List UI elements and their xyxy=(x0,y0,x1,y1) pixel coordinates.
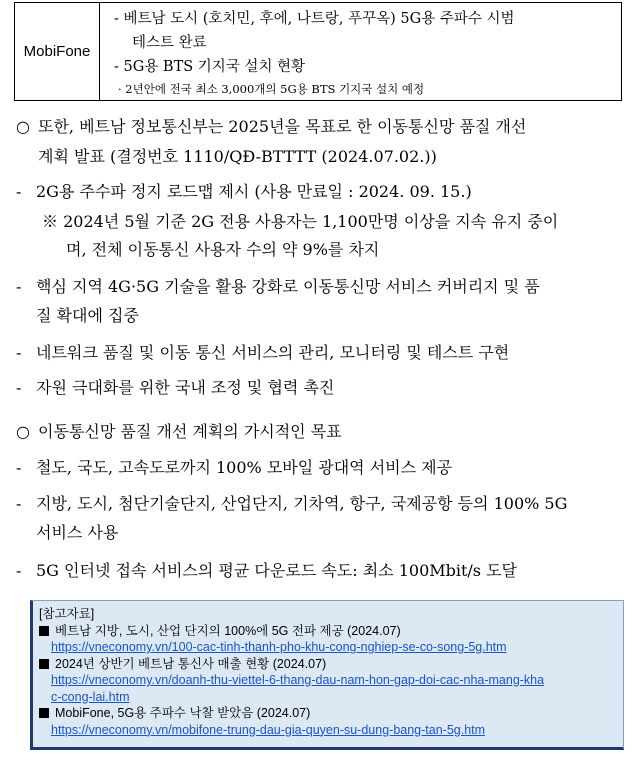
bullet-item xyxy=(16,454,640,482)
mobifone-table xyxy=(14,2,622,101)
bullet-text-cont: 질 확대에 집중 xyxy=(36,306,139,325)
section1-line2: 계획 발표 (결정번호 1110/QĐ-BTTTT (2024.07.02.)) xyxy=(38,147,437,166)
operator-details xyxy=(100,3,621,100)
dash-marker: - xyxy=(16,378,22,397)
detail-note: · 2년안에 전국 최소 3,000개의 5G용 BTS 기지국 설치 예정 xyxy=(118,82,425,96)
section1-line1: 또한, 베트남 정보통신부는 2025년을 목표로 한 이동통신망 품질 개선 xyxy=(38,117,527,136)
bullet-text: 핵심 지역 4G·5G 기술을 활용 강화로 이동통신망 서비스 커버리지 및 품 xyxy=(36,277,540,296)
dash-marker: - xyxy=(16,561,22,580)
note-item xyxy=(42,208,640,236)
detail-line: 테스트 완료 xyxy=(132,35,207,51)
square-bullet-icon xyxy=(39,659,49,669)
dash-marker: - xyxy=(16,182,22,201)
square-bullet-icon xyxy=(39,626,49,636)
bullet-text: 5G 인터넷 접속 서비스의 평균 다운로드 속도: 최소 100Mbit/s 도달 xyxy=(36,561,518,580)
section2-title: 이동통신망 품질 개선 계획의 가시적인 목표 xyxy=(38,422,342,441)
bullet-text: 지방, 도시, 첨단기술단지, 산업단지, 기차역, 항구, 국제공항 등의 100% 5G xyxy=(36,494,568,513)
section1-heading xyxy=(16,113,640,141)
bullet-item xyxy=(16,178,640,206)
bullet-item xyxy=(16,490,640,518)
reference-link[interactable]: https://vneconomy.vn/doanh-thu-viettel-6-thang-dau-nam-hon-gap-doi-cac-nha-mang-kha xyxy=(51,673,545,687)
bullet-item xyxy=(16,557,640,585)
dash-marker: - xyxy=(16,458,22,477)
dash-marker: - xyxy=(16,343,22,362)
reference-item xyxy=(39,656,623,673)
note-text-cont: 며, 전체 이동통신 사용자 수의 약 9%를 차지 xyxy=(66,240,380,259)
bullet-item xyxy=(16,273,640,301)
dash-marker: - xyxy=(16,494,22,513)
reference-title: 베트남 지방, 도시, 산업 단지의 100%에 5G 전파 제공 (2024.07) xyxy=(55,623,401,638)
bullet-text: 네트워크 품질 및 이동 통신 서비스의 관리, 모니터링 및 테스트 구현 xyxy=(36,343,510,362)
section2-heading xyxy=(16,418,640,446)
bullet-text: 2G용 주수파 정지 로드맵 제시 (사용 만료일 : 2024. 09. 15.) xyxy=(36,182,472,201)
note-text: ※ 2024년 5월 기준 2G 전용 사용자는 1,100만명 이상을 지속 유지 중이 xyxy=(42,212,559,231)
bullet-text: 철도, 국도, 고속도로까지 100% 모바일 광대역 서비스 제공 xyxy=(36,458,453,477)
dash-marker: - xyxy=(16,277,22,296)
detail-line: - 베트남 도시 (호치민, 후에, 나트랑, 푸꾸옥) 5G용 주파수 시범 xyxy=(114,11,515,27)
reference-item xyxy=(39,623,623,640)
detail-line: - 5G용 BTS 기지국 설치 현황 xyxy=(114,59,306,75)
bullet-text: 자원 극대화를 위한 국내 조정 및 협력 촉진 xyxy=(36,378,335,397)
reference-heading: [참고자료] xyxy=(39,607,95,621)
bullet-item xyxy=(16,339,640,367)
reference-link[interactable]: https://vneconomy.vn/mobifone-trung-dau-gia-quyen-su-dung-bang-tan-5g.htm xyxy=(51,722,486,737)
reference-title: MobiFone, 5G용 주파수 낙찰 받았음 (2024.07) xyxy=(55,706,311,720)
reference-title: 2024년 상반기 베트남 통신사 매출 현황 (2024.07) xyxy=(55,656,327,671)
bullet-text-cont: 서비스 사용 xyxy=(36,523,119,542)
bullet-item xyxy=(16,374,640,402)
reference-link[interactable]: https://vneconomy.vn/100-cac-tinh-thanh-pho-khu-cong-nghiep-se-co-song-5g.htm xyxy=(51,640,507,654)
reference-link-cont[interactable]: c-cong-lai.htm xyxy=(51,689,130,704)
square-bullet-icon xyxy=(39,708,49,718)
operator-label: MobiFone xyxy=(15,3,100,100)
circle-marker: ○ xyxy=(16,422,30,441)
circle-marker: ○ xyxy=(16,117,30,136)
reference-item xyxy=(39,705,623,722)
reference-box xyxy=(30,600,624,750)
